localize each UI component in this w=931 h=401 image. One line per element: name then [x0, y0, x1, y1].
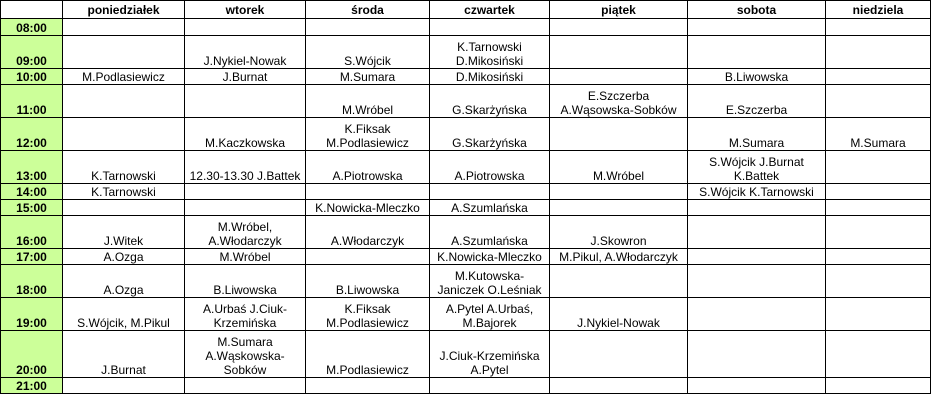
schedule-cell-monday [63, 265, 185, 298]
schedule-cell-tuesday [185, 69, 306, 85]
cell-text: A.Piotrowska [454, 169, 525, 183]
schedule-cell-wednesday [306, 184, 430, 200]
cell-text: A.Piotrowska [332, 169, 403, 183]
time-slot-label: 15:00 [1, 200, 63, 216]
schedule-cell-saturday [688, 378, 826, 394]
schedule-cell-monday [63, 298, 185, 331]
cell-text: K.Tarnowski [91, 169, 156, 183]
schedule-row [1, 298, 931, 331]
schedule-cell-monday [63, 36, 185, 69]
schedule-cell-friday [550, 200, 688, 216]
schedule-cell-monday [63, 331, 185, 378]
cell-text: K.Nowicka-Mleczko [437, 250, 542, 264]
schedule-cell-monday [63, 69, 185, 85]
cell-text: M.Podlasiewicz [326, 363, 409, 377]
schedule-body [1, 19, 931, 394]
cell-text: S.Wójcik J.Burnat K.Battek [709, 155, 804, 183]
schedule-cell-friday [550, 184, 688, 200]
schedule-row [1, 85, 931, 118]
schedule-cell-tuesday [185, 249, 306, 265]
schedule-cell-tuesday [185, 216, 306, 249]
day-header-monday: poniedziałek [63, 1, 185, 19]
time-slot-label: 09:00 [1, 36, 63, 69]
schedule-cell-tuesday [185, 151, 306, 184]
day-header-tuesday: wtorek [185, 1, 306, 19]
cell-text: K.Fiksak M.Podlasiewicz [326, 302, 409, 330]
schedule-cell-sunday [826, 249, 931, 265]
cell-text: G.Skarżyńska [452, 103, 527, 117]
cell-text: B.Liwowska [724, 70, 789, 84]
cell-text: M.Kaczkowska [204, 136, 286, 150]
cell-text: S.Wójcik K.Tarnowski [699, 185, 814, 199]
schedule-cell-thursday [430, 118, 550, 151]
cell-text: M.Wróbel [592, 169, 645, 183]
day-header-sunday: niedziela [826, 1, 931, 19]
schedule-cell-thursday [430, 378, 550, 394]
header-row [1, 1, 931, 19]
cell-text: A.Urbaś J.Ciuk- Krzemińska [202, 302, 288, 330]
schedule-row [1, 378, 931, 394]
schedule-row [1, 151, 931, 184]
cell-text: M.Kutowska- Janiczek O.Leśniak [437, 269, 542, 297]
schedule-cell-wednesday [306, 36, 430, 69]
cell-text: B.Liwowska [213, 283, 277, 297]
cell-text: S.Wójcik, M.Pikul [77, 316, 170, 330]
cell-text: J.Ciuk-Krzemińska A.Pytel [439, 349, 540, 377]
schedule-cell-friday [550, 118, 688, 151]
time-slot-label: 14:00 [1, 184, 63, 200]
cell-text: J.Burnat [222, 70, 268, 84]
schedule-cell-sunday [826, 331, 931, 378]
header-corner-cell [1, 1, 63, 19]
schedule-row [1, 118, 931, 151]
cell-text: M.Wróbel [341, 103, 394, 117]
schedule-cell-sunday [826, 378, 931, 394]
schedule-cell-wednesday [306, 151, 430, 184]
schedule-cell-wednesday [306, 85, 430, 118]
schedule-cell-thursday [430, 69, 550, 85]
cell-text: J.Nykiel-Nowak [203, 54, 287, 68]
schedule-row [1, 216, 931, 249]
schedule-row [1, 265, 931, 298]
time-slot-label: 11:00 [1, 85, 63, 118]
schedule-cell-monday [63, 151, 185, 184]
schedule-row [1, 19, 931, 36]
schedule-cell-sunday [826, 118, 931, 151]
schedule-cell-sunday [826, 85, 931, 118]
schedule-cell-thursday [430, 200, 550, 216]
cell-text: 12.30-13.30 J.Battek [189, 169, 301, 183]
schedule-cell-monday [63, 249, 185, 265]
cell-text: M.Sumara [339, 70, 396, 84]
cell-text: J.Burnat [101, 363, 146, 377]
schedule-cell-saturday [688, 69, 826, 85]
schedule-cell-tuesday [185, 331, 306, 378]
schedule-cell-wednesday [306, 378, 430, 394]
schedule-cell-wednesday [306, 331, 430, 378]
schedule-cell-thursday [430, 216, 550, 249]
cell-text: A.Włodarczyk [330, 234, 405, 248]
cell-text: J.Witek [103, 234, 144, 248]
day-header-wednesday: środa [306, 1, 430, 19]
cell-text: E.Szczerba A.Wąsowska-Sobków [560, 89, 677, 117]
schedule-cell-friday [550, 265, 688, 298]
schedule-cell-sunday [826, 69, 931, 85]
day-header-saturday: sobota [688, 1, 826, 19]
schedule-cell-wednesday [306, 200, 430, 216]
cell-text: A.Ozga [103, 283, 144, 297]
schedule-cell-sunday [826, 200, 931, 216]
schedule-cell-friday [550, 249, 688, 265]
schedule-cell-saturday [688, 184, 826, 200]
time-slot-label: 10:00 [1, 69, 63, 85]
schedule-cell-wednesday [306, 69, 430, 85]
schedule-cell-sunday [826, 36, 931, 69]
schedule-cell-sunday [826, 19, 931, 36]
cell-text: A.Pytel A.Urbaś, M.Bajorek [445, 302, 534, 330]
cell-text: A.Szumlańska [451, 234, 528, 248]
schedule-cell-saturday [688, 200, 826, 216]
schedule-cell-saturday [688, 249, 826, 265]
cell-text: E.Szczerba [725, 103, 788, 117]
cell-text: D.Mikosiński [455, 70, 524, 84]
schedule-cell-monday [63, 85, 185, 118]
schedule-cell-sunday [826, 216, 931, 249]
time-slot-label: 20:00 [1, 331, 63, 378]
cell-text: K.Nowicka-Mleczko [315, 201, 420, 215]
schedule-cell-saturday [688, 331, 826, 378]
schedule-cell-monday [63, 378, 185, 394]
cell-text: M.Sumara [850, 136, 906, 150]
time-slot-label: 18:00 [1, 265, 63, 298]
schedule-cell-sunday [826, 265, 931, 298]
cell-text: K.Tarnowski [91, 185, 156, 199]
schedule-row [1, 249, 931, 265]
schedule-cell-monday [63, 216, 185, 249]
schedule-cell-tuesday [185, 378, 306, 394]
schedule-cell-wednesday [306, 19, 430, 36]
schedule-row [1, 36, 931, 69]
schedule-row [1, 200, 931, 216]
cell-text: M.Pikul, A.Włodarczyk [559, 250, 678, 264]
schedule-cell-thursday [430, 249, 550, 265]
schedule-cell-friday [550, 331, 688, 378]
cell-text: K.Fiksak M.Podlasiewicz [326, 122, 409, 150]
schedule-cell-thursday [430, 298, 550, 331]
schedule-cell-saturday [688, 216, 826, 249]
schedule-cell-wednesday [306, 216, 430, 249]
cell-text: S.Wójcik [344, 54, 391, 68]
cell-text: B.Liwowska [335, 283, 400, 297]
cell-text: K.Tarnowski D.Mikosiński [455, 40, 524, 68]
schedule-cell-tuesday [185, 265, 306, 298]
schedule-cell-thursday [430, 19, 550, 36]
time-slot-label: 08:00 [1, 19, 63, 36]
schedule-cell-sunday [826, 298, 931, 331]
schedule-cell-friday [550, 36, 688, 69]
schedule-cell-saturday [688, 36, 826, 69]
schedule-row [1, 184, 931, 200]
schedule-cell-thursday [430, 151, 550, 184]
cell-text: M.Wróbel, A.Włodarczyk [208, 220, 282, 248]
schedule-cell-saturday [688, 85, 826, 118]
schedule-cell-tuesday [185, 200, 306, 216]
schedule-cell-saturday [688, 118, 826, 151]
schedule-cell-monday [63, 19, 185, 36]
schedule-cell-wednesday [306, 249, 430, 265]
schedule-cell-friday [550, 216, 688, 249]
time-slot-label: 13:00 [1, 151, 63, 184]
cell-text: M.Wróbel [219, 250, 271, 264]
schedule-cell-tuesday [185, 184, 306, 200]
schedule-cell-saturday [688, 151, 826, 184]
schedule-cell-wednesday [306, 298, 430, 331]
time-slot-label: 21:00 [1, 378, 63, 394]
schedule-cell-monday [63, 118, 185, 151]
schedule-cell-friday [550, 151, 688, 184]
schedule-cell-sunday [826, 151, 931, 184]
cell-text: J.Skowron [590, 234, 647, 248]
schedule-cell-sunday [826, 184, 931, 200]
schedule-cell-tuesday [185, 298, 306, 331]
schedule-cell-wednesday [306, 118, 430, 151]
schedule-row [1, 69, 931, 85]
schedule-cell-thursday [430, 265, 550, 298]
time-slot-label: 16:00 [1, 216, 63, 249]
schedule-cell-monday [63, 184, 185, 200]
schedule-cell-friday [550, 298, 688, 331]
schedule-cell-thursday [430, 184, 550, 200]
schedule-cell-thursday [430, 36, 550, 69]
schedule-cell-saturday [688, 298, 826, 331]
schedule-cell-friday [550, 19, 688, 36]
schedule-cell-tuesday [185, 19, 306, 36]
schedule-cell-friday [550, 85, 688, 118]
schedule-cell-thursday [430, 85, 550, 118]
cell-text: G.Skarżyńska [452, 136, 527, 150]
schedule-cell-tuesday [185, 118, 306, 151]
schedule-cell-thursday [430, 331, 550, 378]
time-slot-label: 19:00 [1, 298, 63, 331]
cell-text: A.Ozga [103, 250, 144, 264]
time-slot-label: 12:00 [1, 118, 63, 151]
cell-text: J.Nykiel-Nowak [577, 316, 660, 330]
cell-text: M.Sumara [728, 136, 785, 150]
cell-text: M.Sumara A.Wąskowska- Sobków [205, 335, 285, 377]
schedule-cell-friday [550, 378, 688, 394]
cell-text: A.Szumlańska [451, 201, 528, 215]
schedule-cell-friday [550, 69, 688, 85]
day-header-thursday: czwartek [430, 1, 550, 19]
schedule-row [1, 331, 931, 378]
day-header-friday: piątek [550, 1, 688, 19]
schedule-cell-tuesday [185, 85, 306, 118]
schedule-cell-monday [63, 200, 185, 216]
schedule-cell-wednesday [306, 265, 430, 298]
schedule-cell-saturday [688, 265, 826, 298]
schedule-cell-saturday [688, 19, 826, 36]
cell-text: M.Podlasiewicz [82, 70, 165, 84]
time-slot-label: 17:00 [1, 249, 63, 265]
schedule-cell-tuesday [185, 36, 306, 69]
